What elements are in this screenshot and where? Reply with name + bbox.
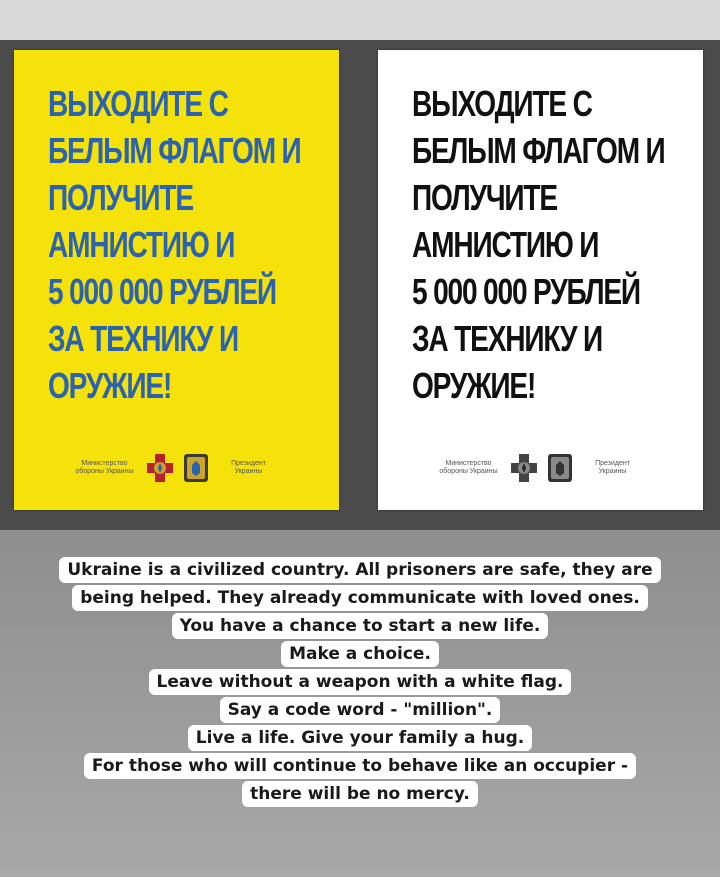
headline-line: 5 000 000 РУБЛЕЙ (48, 271, 276, 312)
headline-line: ЗА ТЕХНИКУ И (48, 318, 239, 359)
caption-text: Ukraine is a civilized country. All prisoners are safe, they are being helped. They already communicate with loved ones. (59, 557, 660, 611)
headline-line: БЕЛЫМ ФЛАГОМ И (412, 130, 665, 171)
headline-line: АМНИСТИЮ И (412, 224, 599, 265)
caption-text: Make a choice. (281, 641, 439, 667)
poster-logos (14, 450, 339, 486)
caption-line (0, 724, 720, 752)
ministry-emblem-icon (145, 452, 175, 484)
caption-line (0, 668, 720, 696)
headline-line: ОРУЖИЕ! (412, 365, 536, 406)
caption-paragraph (0, 556, 720, 612)
caption-line (0, 640, 720, 668)
president-emblem-icon (183, 453, 209, 483)
ministry-caption: Министерство обороны Украины (75, 460, 134, 475)
headline-line: ВЫХОДИТЕ С (412, 83, 592, 124)
headline-line: ОРУЖИЕ! (48, 365, 172, 406)
caption-text: Say a code word - "million". (220, 697, 501, 723)
headline-line: ВЫХОДИТЕ С (48, 83, 228, 124)
caption-overlay (0, 556, 720, 808)
poster-headline (48, 80, 301, 409)
president-emblem-icon (547, 453, 573, 483)
headline-line: АМНИСТИЮ И (48, 224, 235, 265)
president-caption: Президент Украины (595, 460, 630, 475)
president-caption: Президент Украины (231, 460, 266, 475)
poster-yellow (14, 50, 339, 510)
poster-logos (378, 450, 703, 486)
headline-line: ПОЛУЧИТЕ (412, 177, 557, 218)
caption-line (0, 696, 720, 724)
headline-line: БЕЛЫМ ФЛАГОМ И (48, 130, 301, 171)
caption-text: For those who will continue to behave like an occupier - there will be no mercy. (84, 753, 636, 807)
top-strip (0, 0, 720, 40)
headline-line: ЗА ТЕХНИКУ И (412, 318, 603, 359)
ministry-emblem-icon (509, 452, 539, 484)
caption-text: Live a life. Give your family a hug. (188, 725, 532, 751)
poster-headline (412, 80, 665, 409)
caption-text: Leave without a weapon with a white flag. (149, 669, 572, 695)
caption-text: You have a chance to start a new life. (172, 613, 549, 639)
poster-white (378, 50, 703, 510)
caption-line (0, 612, 720, 640)
headline-line: ПОЛУЧИТЕ (48, 177, 193, 218)
headline-line: 5 000 000 РУБЛЕЙ (412, 271, 640, 312)
ministry-caption: Министерство обороны Украины (439, 460, 498, 475)
caption-paragraph (0, 752, 720, 808)
